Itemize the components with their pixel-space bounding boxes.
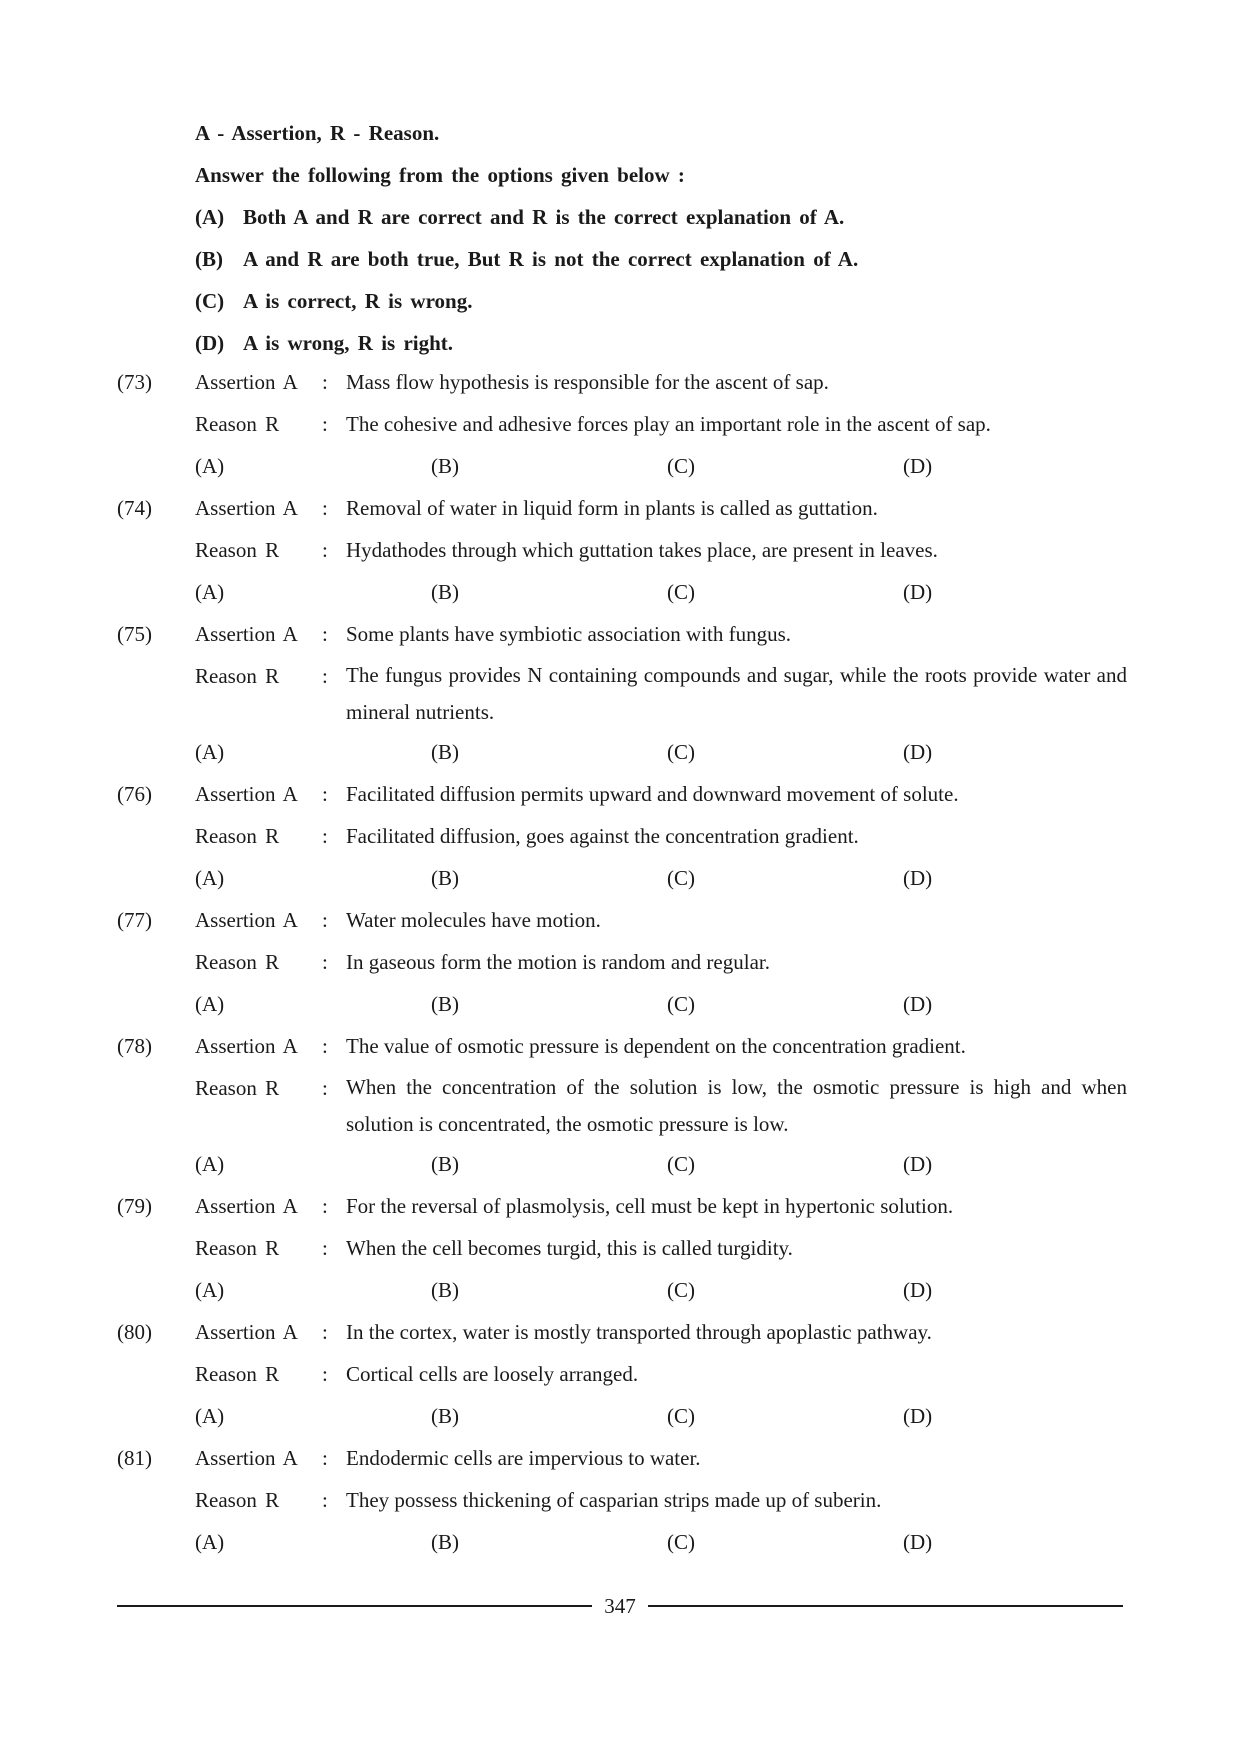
option-definition [195,322,1155,364]
separator-colon: : [322,908,328,932]
assertion-text: In the cortex, water is mostly transported through apoplastic pathway. [346,1320,932,1344]
question-number-spacer [117,1353,195,1395]
answer-option[interactable]: (C) [667,454,695,478]
assertion-text: Mass flow hypothesis is responsible for the ascent of sap. [346,370,829,394]
question-number: (74) [117,496,152,520]
assertion-label: Assertion A [195,782,298,806]
separator-colon: : [322,824,328,848]
answer-option[interactable]: (C) [667,866,695,890]
option-definition [195,238,1155,280]
assertion-label: Assertion A [195,1320,298,1344]
question-number: (81) [117,1446,152,1470]
option-definition-label: (A) [195,205,225,229]
reason-label: Reason R [195,1488,280,1512]
option-definition-text: A is wrong, R is right. [243,331,454,355]
instructions-block [195,112,1155,364]
answer-options [117,983,1127,1025]
reason-text: When the cell becomes turgid, this is called turgidity. [346,1236,793,1260]
reason-row [117,1353,1127,1395]
assertion-text: Some plants have symbiotic association with fungus. [346,622,792,646]
separator-colon: : [322,950,328,974]
separator-colon: : [322,1446,328,1470]
assertion-row [117,1311,1127,1353]
reason-row [117,1479,1127,1521]
question-number: (80) [117,1320,152,1344]
separator-colon: : [322,538,328,562]
option-definition [195,196,1155,238]
question-item [117,1311,1127,1437]
answer-option[interactable]: (D) [903,1530,933,1554]
answer-option[interactable]: (B) [431,1404,459,1428]
answer-option[interactable]: (B) [431,866,459,890]
answer-option[interactable]: (C) [667,580,695,604]
answer-option[interactable]: (A) [195,1404,225,1428]
assertion-label: Assertion A [195,370,298,394]
question-number-spacer [117,941,195,983]
page-number: 347 [604,1593,636,1618]
question-item [117,613,1127,773]
assertion-row [117,773,1127,815]
reason-label: Reason R [195,412,280,436]
answer-option[interactable]: (D) [903,1404,933,1428]
separator-colon: : [322,496,328,520]
reason-text: The fungus provides N containing compounds and sugar, while the roots provide water and mineral nutrients. [346,663,1127,724]
option-definition-label: (C) [195,289,225,313]
assertion-label: Assertion A [195,1194,298,1218]
question-number-spacer [117,1479,195,1521]
reason-row [117,1227,1127,1269]
assertion-row [117,1437,1127,1479]
reason-label: Reason R [195,664,280,688]
answer-option[interactable]: (A) [195,992,225,1016]
answer-option[interactable]: (D) [903,454,933,478]
assertion-label: Assertion A [195,1446,298,1470]
question-number: (73) [117,370,152,394]
reason-row [117,403,1127,445]
separator-colon: : [322,370,328,394]
reason-text: When the concentration of the solution is low, the osmotic pressure is high and when solution is concentrated, the osmotic pressure is low. [346,1075,1127,1136]
separator-colon: : [322,1488,328,1512]
question-item [117,899,1127,1025]
answer-option[interactable]: (C) [667,1404,695,1428]
page-footer [117,1588,1123,1624]
answer-option[interactable]: (B) [431,1530,459,1554]
question-item [117,361,1127,487]
option-definition [195,280,1155,322]
question-number: (78) [117,1034,152,1058]
answer-option[interactable]: (D) [903,740,933,764]
question-number-spacer [117,403,195,445]
separator-colon: : [322,1194,328,1218]
reason-row [117,815,1127,857]
reason-row [117,529,1127,571]
separator-colon: : [322,1076,328,1100]
reason-text: Facilitated diffusion, goes against the concentration gradient. [346,824,859,848]
option-definition-label: (D) [195,331,225,355]
reason-text: Cortical cells are loosely arranged. [346,1362,639,1386]
assertion-row [117,1025,1127,1067]
separator-colon: : [322,412,328,436]
separator-colon: : [322,622,328,646]
answer-option[interactable]: (D) [903,580,933,604]
reason-label: Reason R [195,1236,280,1260]
question-item [117,1185,1127,1311]
assertion-row [117,487,1127,529]
assertion-text: Removal of water in liquid form in plants is called as guttation. [346,496,878,520]
assertion-text: Water molecules have motion. [346,908,601,932]
separator-colon: : [322,1320,328,1344]
question-number-spacer [117,1067,195,1143]
answer-option[interactable]: (B) [431,454,459,478]
answer-option[interactable]: (C) [667,1152,695,1176]
answer-options [117,1269,1127,1311]
assertion-row [117,1185,1127,1227]
separator-colon: : [322,782,328,806]
reason-label: Reason R [195,1362,280,1386]
question-item [117,1437,1127,1563]
question-number-spacer [117,815,195,857]
assertion-row [117,899,1127,941]
question-number-spacer [117,655,195,731]
answer-option[interactable]: (C) [667,1530,695,1554]
answer-option[interactable]: (B) [431,1278,459,1302]
answer-options [117,1143,1127,1185]
option-definition-text: A and R are both true, But R is not the correct explanation of A. [243,247,859,271]
answer-options [117,857,1127,899]
separator-colon: : [322,1362,328,1386]
question-item [117,1025,1127,1185]
reason-text: They possess thickening of casparian strips made up of suberin. [346,1488,882,1512]
answer-option[interactable]: (B) [431,1152,459,1176]
answer-options [117,1395,1127,1437]
answer-option[interactable]: (B) [431,580,459,604]
answer-option[interactable]: (B) [431,740,459,764]
answer-option[interactable]: (C) [667,992,695,1016]
question-number: (76) [117,782,152,806]
answer-option[interactable]: (B) [431,992,459,1016]
reason-text: Hydathodes through which guttation takes place, are present in leaves. [346,538,938,562]
reason-label: Reason R [195,824,280,848]
instruction-line: Answer the following from the options given below : [195,163,685,187]
assertion-label: Assertion A [195,496,298,520]
assertion-label: Assertion A [195,1034,298,1058]
assertion-text: The value of osmotic pressure is dependent on the concentration gradient. [346,1034,966,1058]
answer-option[interactable]: (A) [195,454,225,478]
reason-text: In gaseous form the motion is random and regular. [346,950,770,974]
answer-option[interactable]: (D) [903,1152,933,1176]
reason-row [117,1067,1127,1143]
answer-options [117,571,1127,613]
reason-label: Reason R [195,1076,280,1100]
option-definition-text: Both A and R are correct and R is the correct explanation of A. [243,205,845,229]
reason-text: The cohesive and adhesive forces play an important role in the ascent of sap. [346,412,991,436]
answer-option[interactable]: (C) [667,1278,695,1302]
separator-colon: : [322,1236,328,1260]
answer-option[interactable]: (C) [667,740,695,764]
assertion-row [117,613,1127,655]
answer-options [117,1521,1127,1563]
answer-options [117,731,1127,773]
answer-option[interactable]: (D) [903,992,933,1016]
footer-rule-right [648,1605,1123,1607]
answer-option[interactable]: (D) [903,1278,933,1302]
question-number-spacer [117,1227,195,1269]
reason-label: Reason R [195,538,280,562]
assertion-text: For the reversal of plasmolysis, cell must be kept in hypertonic solution. [346,1194,954,1218]
answer-option[interactable]: (A) [195,740,225,764]
assertion-label: Assertion A [195,622,298,646]
assertion-row [117,361,1127,403]
answer-option[interactable]: (A) [195,580,225,604]
answer-option[interactable]: (D) [903,866,933,890]
reason-label: Reason R [195,950,280,974]
question-number: (77) [117,908,152,932]
separator-colon: : [322,1034,328,1058]
reason-row [117,941,1127,983]
separator-colon: : [322,664,328,688]
answer-option[interactable]: (A) [195,1278,225,1302]
assertion-label: Assertion A [195,908,298,932]
question-list [117,361,1127,1563]
answer-option[interactable]: (A) [195,1530,225,1554]
question-item [117,487,1127,613]
question-number: (75) [117,622,152,646]
answer-options [117,445,1127,487]
answer-option[interactable]: (A) [195,1152,225,1176]
option-definition-label: (B) [195,247,223,271]
legend-line: A - Assertion, R - Reason. [195,121,440,145]
reason-row [117,655,1127,731]
question-number: (79) [117,1194,152,1218]
question-item [117,773,1127,899]
option-definition-text: A is correct, R is wrong. [243,289,473,313]
question-number-spacer [117,529,195,571]
assertion-text: Endodermic cells are impervious to water. [346,1446,701,1470]
footer-rule-left [117,1605,592,1607]
answer-option[interactable]: (A) [195,866,225,890]
assertion-text: Facilitated diffusion permits upward and downward movement of solute. [346,782,959,806]
